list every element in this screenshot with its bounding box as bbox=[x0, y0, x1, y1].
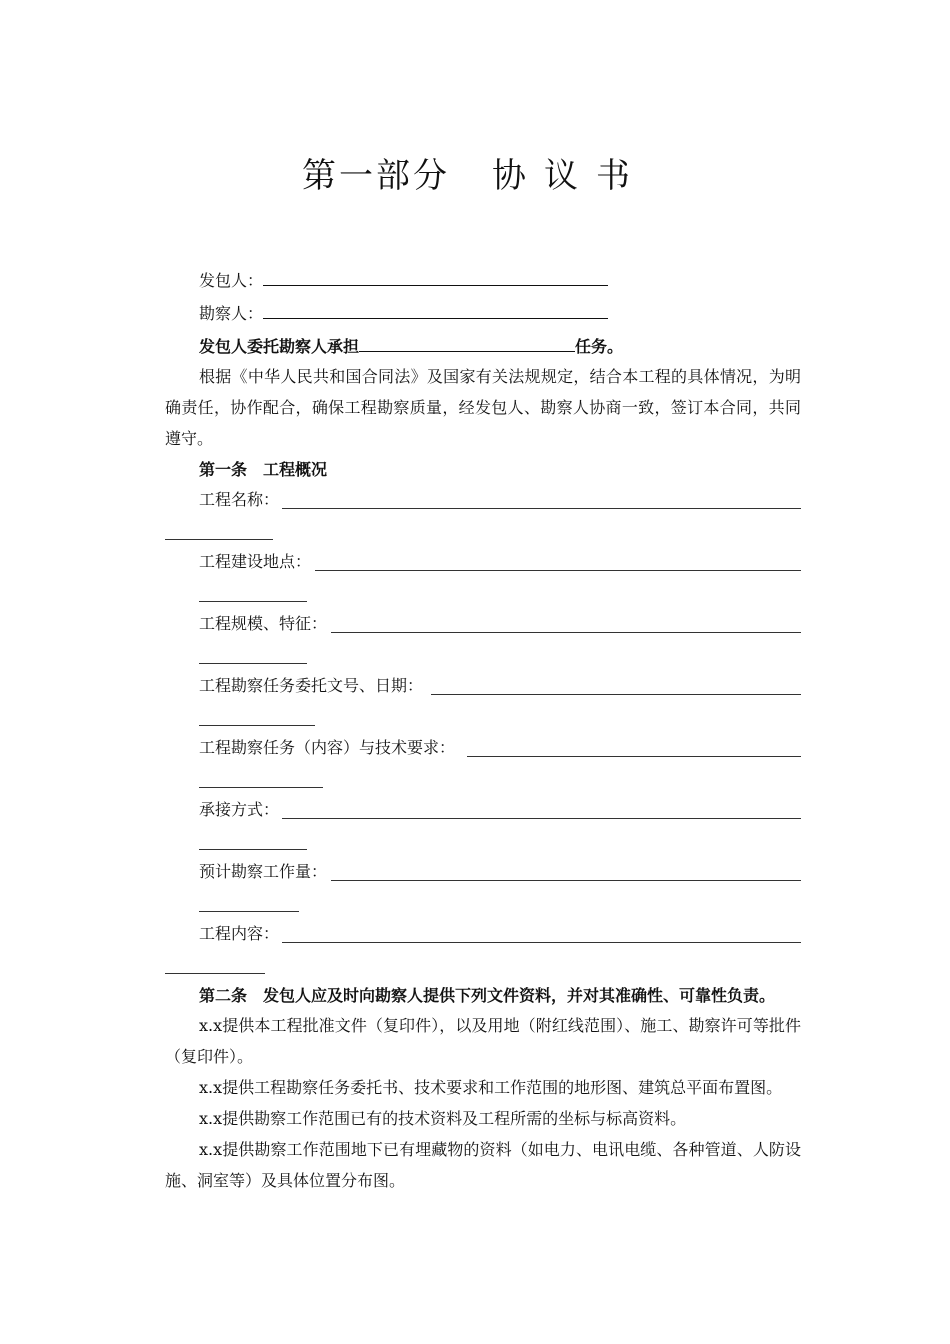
task-requirements-blank-cont bbox=[199, 787, 323, 788]
field-work-content: 工程内容： bbox=[199, 924, 280, 943]
work-content-blank-cont bbox=[165, 973, 265, 974]
site-location-blank-cont bbox=[199, 601, 307, 602]
employer-label: 发包人： bbox=[199, 271, 264, 290]
workload-blank-cont bbox=[199, 911, 299, 912]
surveyor-blank[interactable] bbox=[263, 301, 608, 319]
employer-blank[interactable] bbox=[263, 268, 608, 286]
field-workload: 预计勘察工作量： bbox=[199, 862, 328, 881]
article2-heading: 第二条 发包人应及时向勘察人提供下列文件资料，并对其准确性、可靠性负责。 bbox=[199, 986, 776, 1005]
task-requirements-blank[interactable] bbox=[467, 756, 801, 757]
field-scale: 工程规模、特征： bbox=[199, 614, 328, 633]
project-name-blank[interactable] bbox=[282, 508, 801, 509]
scale-blank[interactable] bbox=[331, 632, 801, 633]
contract-mode-blank[interactable] bbox=[282, 818, 801, 819]
article2-item-4: x.x提供勘察工作范围地下已有埋藏物的资料（如电力、电讯电缆、各种管道、人防设施、洞室等）及具体位置分布图。 bbox=[165, 1140, 801, 1190]
field-project-name: 工程名称： bbox=[199, 490, 280, 509]
entrust-prefix: 发包人委托勘察人承担 bbox=[199, 337, 360, 356]
title-name: 协议书 bbox=[492, 156, 648, 196]
employer-line bbox=[199, 268, 608, 291]
page-title bbox=[0, 148, 950, 197]
task-document-blank-cont bbox=[199, 725, 315, 726]
article1-heading: 第一条 工程概况 bbox=[199, 460, 328, 479]
site-location-blank[interactable] bbox=[315, 570, 801, 571]
entrust-blank[interactable] bbox=[359, 334, 575, 352]
article2-item-1: x.x提供本工程批准文件（复印件），以及用地（附红线范围）、施工、勘察许可等批件（复印件）。 bbox=[165, 1016, 801, 1066]
entrust-line bbox=[199, 334, 623, 357]
field-contract-mode: 承接方式： bbox=[199, 800, 280, 819]
project-name-blank-cont bbox=[165, 539, 273, 540]
article2-item-3: x.x提供勘察工作范围已有的技术资料及工程所需的坐标与标高资料。 bbox=[199, 1109, 687, 1128]
title-part: 第一部分 bbox=[302, 156, 450, 196]
entrust-suffix: 任务。 bbox=[575, 337, 624, 356]
field-task-document: 工程勘察任务委托文号、日期： bbox=[199, 676, 424, 695]
surveyor-line bbox=[199, 301, 608, 324]
workload-blank[interactable] bbox=[331, 880, 801, 881]
contract-mode-blank-cont bbox=[199, 849, 307, 850]
task-document-blank[interactable] bbox=[431, 694, 801, 695]
intro-paragraph: 根据《中华人民共和国合同法》及国家有关法规规定，结合本工程的具体情况，为明确责任，协作配合，确保工程勘察质量，经发包人、勘察人协商一致，签订本合同，共同遵守。 bbox=[165, 367, 801, 448]
surveyor-label: 勘察人： bbox=[199, 304, 264, 323]
work-content-blank[interactable] bbox=[282, 942, 801, 943]
field-site-location: 工程建设地点： bbox=[199, 552, 312, 571]
field-task-requirements: 工程勘察任务（内容）与技术要求： bbox=[199, 738, 456, 757]
scale-blank-cont bbox=[199, 663, 307, 664]
article2-item-2: x.x提供工程勘察任务委托书、技术要求和工作范围的地形图、建筑总平面布置图。 bbox=[199, 1078, 783, 1097]
